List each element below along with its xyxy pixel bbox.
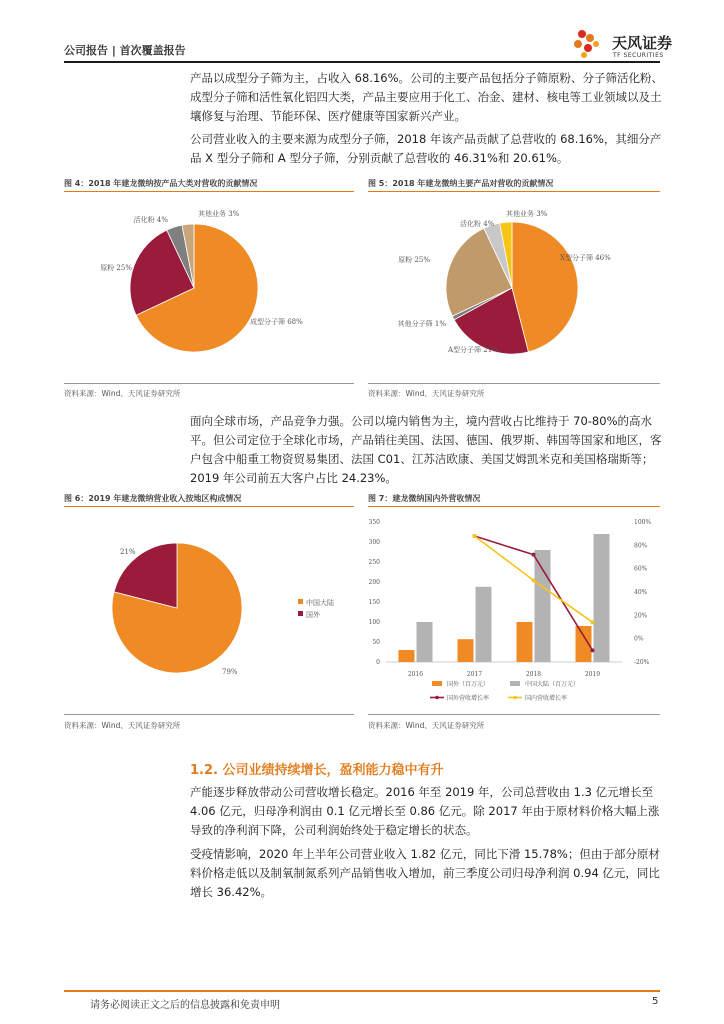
y-left-tick: 250 [368,559,380,566]
y-right-tick: -20% [634,659,650,666]
fig6-bottom-rule [64,714,354,715]
y-left-tick: 300 [368,539,380,546]
pie-label-3: 原粉 25% [398,256,430,264]
fig7-bottom-rule [368,714,660,715]
line-point-2-2 [591,648,595,652]
fig5-pie-chart [368,194,660,380]
fig6-pie-chart [64,510,354,710]
fig4-bottom-rule [64,383,354,384]
section-heading: 1.2. 公司业绩持续增长，盈利能力稳中有升 [190,763,444,778]
pie-label-1: A型分子筛 21% [448,346,499,354]
y-left-tick: 200 [368,579,380,586]
paragraph-global-market: 面向全球市场，产品竞争力强。公司以境内销售为主，境内营收占比维持于 70-80%的高水平。但公司定位于全球化市场，产品销往美国、法国、德国、俄罗斯、韩国等国家和地区，客户包含中船重工物资贸易集团、法国 C01、江苏洁欧康、美国艾姆凯米克和美国格瑞斯等；2019 年公司前五大客户占比 24.23%。 [190,414,662,485]
fig4-title: 图 4：2018 年建龙微纳按产品大类对营收的贡献情况 [64,179,258,188]
y-left-tick: 150 [368,599,380,606]
legend-label-0: 国外（百万元） [447,681,490,688]
fig7-source: 资料来源：Wind、天风证券研究所 [368,721,485,730]
pie-label-4: 活化粉 4% [460,220,495,228]
x-tick: 2019 [584,671,601,678]
fig6-source: 资料来源：Wind、天风证券研究所 [64,721,181,730]
bar-1-3 [594,534,610,662]
bar-0-1 [458,639,474,662]
legend-swatch-0 [432,681,442,686]
bar-1-0 [417,622,433,662]
legend-label-0: 中国大陆 [306,599,334,607]
paragraph-growth: 产能逐步释放带动公司营收增长稳定。2016 年至 2019 年，公司总营收由 1.3 亿元增长至 4.06 亿元，归母净利润由 0.1 亿元增长至 0.86 亿元。除 2017 年由于原材料价格大幅上涨导致的净利润下降，公司利润始终处于稳定增长的状态。 [190,785,660,837]
legend-swatch-1 [298,611,303,616]
legend-marker-2 [435,696,439,700]
legend-swatch-1 [510,681,520,686]
fig4-pie-chart [64,194,354,380]
y-left-tick: 350 [368,519,380,526]
y-right-tick: 0% [634,635,644,643]
pie-label-1: 原粉 25% [100,264,132,272]
y-right-tick: 100% [634,519,652,526]
legend-label-1: 中国大陆（百万元） [525,681,580,688]
legend-label-3: 国内营收增长率 [525,695,568,702]
fig6-rule [64,506,354,507]
line-point-2-1 [532,553,536,557]
header-rule [64,61,660,63]
legend-label-1: 国外 [306,611,320,619]
fig5-rule [368,191,660,192]
paragraph-revenue-source: 公司营业收入的主要来源为成型分子筛，2018 年该产品贡献了总营收的 68.16%，其细分产品 X 型分子筛和 A 型分子筛，分别贡献了总营收的 46.31%和 20.61%。 [190,132,662,165]
footer-rule [64,990,660,992]
line-point-3-2 [591,620,595,624]
pie-label-0: 79% [222,668,238,676]
page-number: 5 [652,996,659,1007]
report-header-label: 公司报告 | 首次覆盖报告 [64,44,186,57]
paragraph-product-mix: 产品以成型分子筛为主，占收入 68.16%。公司的主要产品包括分子筛原粉、分子筛活化粉、成型分子筛和活性氧化铝四大类，产品主要应用于化工、冶金、建材、核电等工业领域以及土壤修复与治理、节能环保、医疗健康等国家新兴产业。 [190,71,664,123]
paragraph-covid: 受疫情影响，2020 年上半年公司营业收入 1.82 亿元，同比下滑 15.78%；但由于部分原材料价格走低以及制氧制氮系列产品销售收入增加，前三季度公司归母净利润 0.94 亿元，同比增长 36.42%。 [190,847,660,899]
fig5-bottom-rule [368,383,660,384]
logo-name: 天风证券 [612,34,673,52]
legend-swatch-0 [298,599,303,604]
footer-disclaimer: 请务必阅读正文之后的信息披露和免责申明 [90,1000,280,1011]
fig5-title: 图 5：2018 年建龙微纳主要产品对营收的贡献情况 [368,179,554,188]
bar-0-2 [517,622,533,662]
fig7-title: 图 7：建龙微纳国内外营收情况 [368,494,481,503]
pie-label-2: 其他分子筛 1% [397,320,446,328]
x-tick: 2017 [466,671,483,678]
y-right-tick: 80% [634,542,648,550]
bar-1-2 [535,550,551,662]
x-tick: 2016 [407,671,424,678]
line-point-3-0 [473,534,477,538]
pie-label-2: 活化粉 4% [133,216,168,224]
line-point-3-1 [532,578,536,582]
fig7-combo-chart [340,512,660,712]
y-right-tick: 60% [634,565,648,573]
bar-1-1 [476,587,492,662]
pie-label-5: 其他业务 3% [506,210,548,218]
legend-marker-3 [513,696,517,700]
pie-label-3: 其他业务 3% [198,210,240,218]
y-right-tick: 20% [634,612,648,620]
pie-label-0: 成型分子筛 68% [250,318,303,326]
fig6-title: 图 6：2019 年建龙微纳营业收入按地区构成情况 [64,494,242,503]
fig7-rule [368,506,660,507]
pie-label-1: 21% [120,548,136,556]
fig4-source: 资料来源：Wind、天风证券研究所 [64,389,181,398]
y-left-tick: 0 [376,659,380,666]
y-left-tick: 50 [372,639,380,646]
y-right-tick: 40% [634,589,648,596]
logo-english: TF SECURITIES [613,52,664,59]
bar-0-0 [399,650,415,662]
x-tick: 2018 [525,671,542,678]
fig4-rule [64,191,354,192]
fig5-source: 资料来源：Wind、天风证券研究所 [368,389,485,398]
y-left-tick: 100 [368,619,380,626]
legend-label-2: 国外营收增长率 [447,695,490,702]
pie-label-0: X型分子筛 46% [560,254,611,262]
